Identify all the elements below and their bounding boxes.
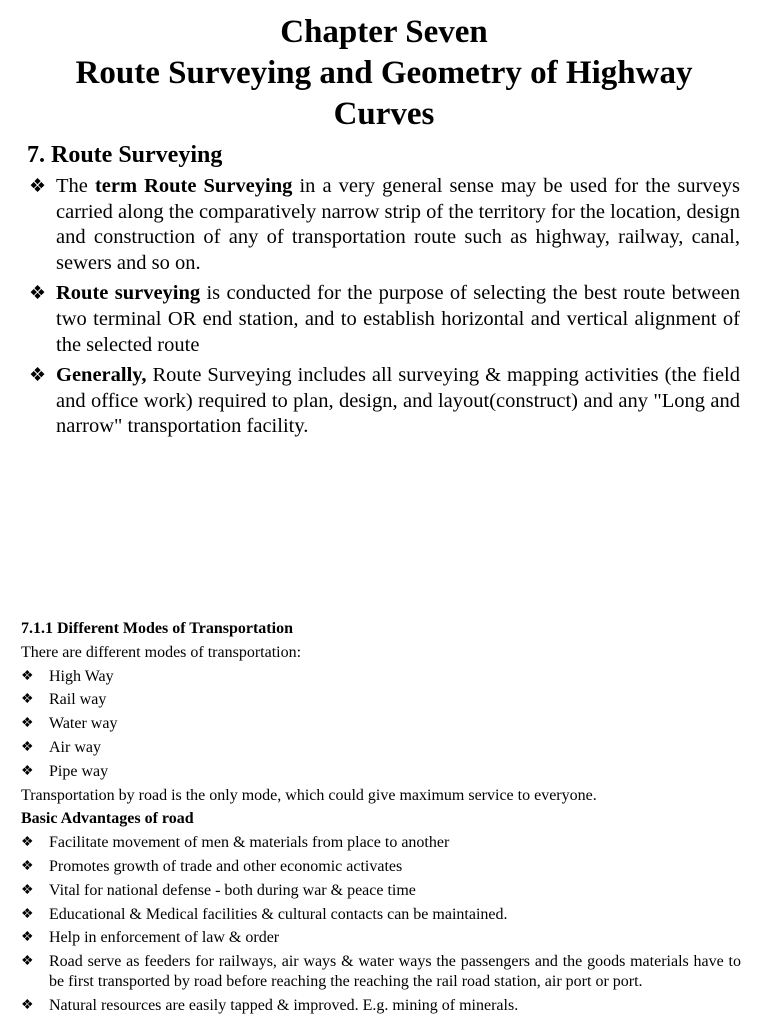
diamond-bullet-icon: ❖ — [21, 930, 34, 946]
list-item — [21, 712, 741, 736]
diamond-bullet-icon: ❖ — [21, 954, 34, 970]
diamond-bullet-icon: ❖ — [21, 858, 34, 874]
bold-term: term Route Surveying — [94, 175, 293, 197]
diamond-bullet-icon: ❖ — [21, 668, 34, 684]
diamond-bullet-icon: ❖ — [21, 998, 34, 1014]
list-item — [21, 736, 741, 760]
mode-item: Rail way — [49, 691, 107, 709]
list-item — [21, 926, 741, 950]
diamond-bullet-icon: ❖ — [21, 882, 34, 898]
list-item — [21, 903, 741, 927]
diamond-bullet-icon: ❖ — [21, 692, 34, 708]
list-item — [0, 363, 768, 440]
diamond-bullet-icon: ❖ — [21, 906, 34, 922]
mode-item: Water way — [49, 715, 118, 733]
diamond-bullet-icon: ❖ — [21, 763, 34, 779]
list-item — [0, 174, 768, 276]
list-item — [21, 879, 741, 903]
intro-text: There are different modes of transportation: — [21, 643, 302, 661]
mode-item: Air way — [49, 738, 101, 756]
list-item — [21, 831, 741, 855]
list-item — [21, 760, 741, 784]
advantage-item: Road serve as feeders for railways, air ways & water ways the passengers and the goods materials have to be first transported by road before reaching the reaching the rail road station, air port or port. — [49, 953, 741, 991]
advantage-item: Natural resources are easily tapped & improved. E.g. mining of minerals. — [49, 997, 519, 1015]
paragraph: Route surveying is conducted for the purpose of selecting the best route between two terminal OR end station, and to establish horizontal and vertical alignment of the selected route — [56, 282, 740, 356]
list-item — [0, 281, 768, 358]
transportation-modes-section — [21, 617, 741, 1018]
chapter-subtitle-line2: Curves — [333, 96, 435, 132]
list-item — [21, 994, 741, 1018]
paragraph: Generally, Route Surveying includes all surveying & mapping activities (the field and office work) required to plan, design, and layout(construct) and any "Long and narrow" transportation facility. — [56, 364, 740, 438]
diamond-bullet-icon: ❖ — [29, 176, 47, 197]
paragraph: The term Route Surveying in a very general sense may be used for the surveys carried along the comparatively narrow strip of the territory for the location, design and construction of any of transportation route such as highway, railway, canal, sewers and so on. — [56, 175, 740, 274]
advantage-item: Help in enforcement of law & order — [49, 929, 280, 947]
list-item — [21, 855, 741, 879]
subsection-heading: 7.1.1 Different Modes of Transportation — [21, 620, 293, 637]
bold-term: Route surveying — [56, 282, 201, 305]
chapter-title: Chapter Seven — [280, 14, 488, 50]
advantage-item: Facilitate movement of men & materials from place to another — [49, 834, 450, 852]
diamond-bullet-icon: ❖ — [21, 835, 34, 851]
advantages-heading: Basic Advantages of road — [21, 810, 194, 828]
diamond-bullet-icon: ❖ — [29, 283, 47, 305]
list-item — [21, 665, 741, 689]
mode-item: Pipe way — [49, 762, 109, 780]
advantage-item: Vital for national defense - both during war & peace time — [49, 881, 416, 899]
section-heading: 7. Route Surveying — [27, 142, 223, 168]
diamond-bullet-icon: ❖ — [29, 365, 47, 387]
diamond-bullet-icon: ❖ — [21, 739, 34, 755]
road-note: Transportation by road is the only mode, which could give maximum service to everyone. — [21, 786, 597, 804]
bold-term: Generally, — [56, 364, 147, 387]
list-item — [21, 688, 741, 712]
chapter-subtitle-line1: Route Surveying and Geometry of Highway — [75, 55, 693, 91]
diamond-bullet-icon: ❖ — [21, 716, 34, 732]
mode-item: High Way — [49, 667, 114, 685]
advantage-item: Promotes growth of trade and other economic activates — [49, 857, 403, 875]
list-item — [21, 950, 741, 994]
advantage-item: Educational & Medical facilities & cultural contacts can be maintained. — [49, 905, 508, 923]
route-surveying-bullets — [0, 174, 768, 445]
